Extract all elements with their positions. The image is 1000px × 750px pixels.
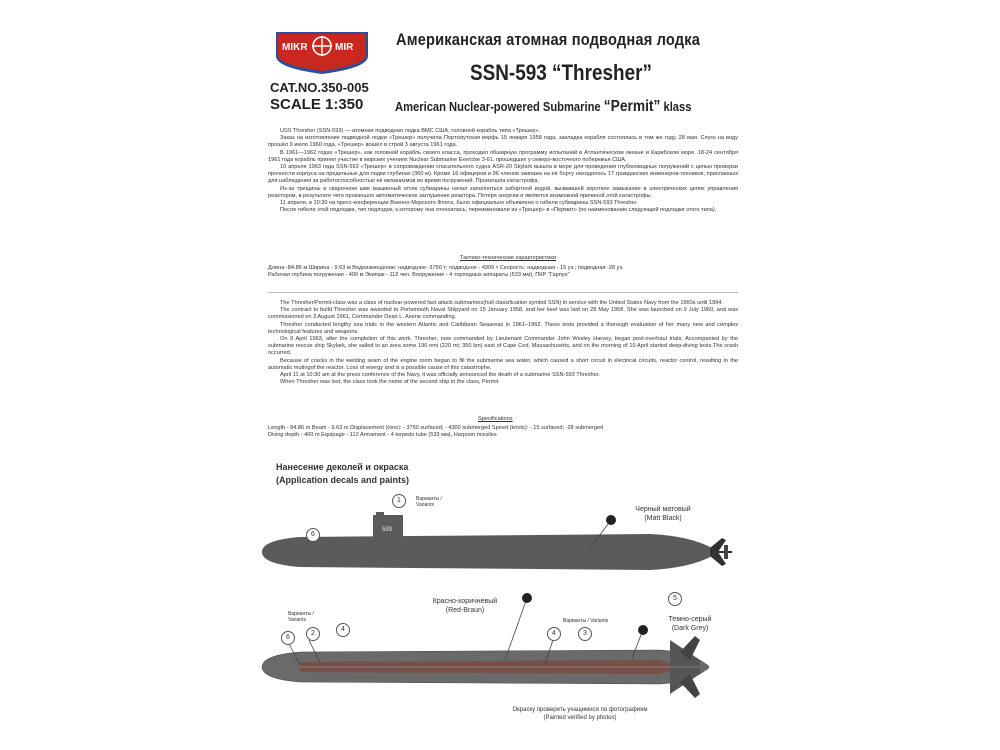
paint-black-label [618,505,708,523]
ru-spec-line: Длина -84.86 м Ширина - 9.63 м Водоизмещение: надводное -3750 т; подводное - 4300 т Скорость: надводная - 15 уз.; подводная -28 уз. [268,265,624,271]
title-permit: “Permit” [603,98,661,115]
paint-grey-marker [638,625,648,635]
ru-spec-line: Рабочая глубина погружения - 400 м Экипаж - 112 чел. Вооружение - 4 торпедных аппараты (533 мм), ПКР "Гарпун" [268,272,570,279]
en-paragraph: On 9 April 1963, after the completion of this work, Thresher, now commanded by Lieutenant Commander John Wesley Harvey, began post-overhaul trials. Accompanied by the submarine rescue ship Skylark, she sailed to an area some 190 nmi (220 mi; 350 km) east of Cape Cod, Massachusetts, and on the morning of 10 April started deep-diving tests.The crash occurred. [268,336,738,357]
en-paragraph: Because of cracks in the welding seam of the engine room began to fill the submarine sea water, which caused a short circuit in electrical circuits, reactor control, resulting in the automatic mutingof the reactor. Loss of energy and is a possible cause of this catastrophe. [268,357,738,371]
ru-paragraph: 10 апреля 1963 года SSN-593 «Трешер» в сопровождении спасательного судна ASR-20 Skylark вышла в море для проведения глубоководных погружений с целью проверки прочности корпуса на предельных для лодки глубинах (360 м). Кроме 16 офицеров и 96 членов экипажа на её борту находилось 17 гражданских инженеров-техников, присланных для наблюдения за работоспособностью её механизмов во время погружений. Произошла катастрофа. [268,164,738,185]
submarine-top-view [262,636,709,698]
en-spec-line: Length - 84.86 m Beam - 9.63 m Displacement (tons): - 3750 surfaced; - 4300 submerged Speed (knots): - 15 surfaced; -28 submerged [268,425,604,431]
ru-paragraph: 11 апреля, в 10:30 на пресс-конференции Военно-Морского Флота, было официально объявлено о гибели субмарины SSN-593 Thresher. [280,200,638,207]
ru-paragraph: В 1961—1962 годах «Трешер», как головной корабль своего класса, проходил обширную программу испытаний в Атлантическом океане и Карибском море. 18-24 сентября 1961 года корабль принял участие в морских учениях Nuclear Submarine Exercise 3-61, прошедших у северо-восточного побережья США. [268,149,738,163]
ru-paragraph: Из-за трещины в сварочном шве машинный отсек субмарины начал заполняться забортной водой, вызвавшей короткое замыкание в электрических цепях управления реактором, в результате чего произошло автоматическое заглушение реактора. Потеря энергии и является возможной причиной этой катастрофы. [268,185,738,199]
ru-paragraph: USS Thresher (SSN-593) — атомная подводная лодка ВМС США, головной корабль типа «Трешер». [280,128,541,134]
en-paragraph: The Thresher/Permit-class was a class of nuclear-powered fast attack submarines(hull classification symbol SSN) in service with the United States Navy from the 1960s until 1994. [280,300,723,306]
title-russian: Американская атомная подводная лодка [396,30,701,49]
decal-marker: 4 [336,623,350,637]
decal-marker: 6 [306,528,320,542]
en-paragraph: April 11 at 10:30 am at the press conference of the Navy, it was officially announced the death of a submarine SSN-593 Thresher. [280,372,600,379]
footer-note [470,706,690,722]
title-main: SSN-593 “Thresher” [470,60,652,85]
ru-paragraph: После гибели этой подлодки, тип подлодок, к которому она относилась, переименовали из «Трешер» в «Пермит» (по наименованию следующей подлодки этого типа). [280,207,717,214]
en-spec-heading: Specifications [478,416,513,422]
paint-grey-en: (Dark Grey) [671,625,709,632]
ru-spec-heading: Тактико-технические характеристики [460,255,556,261]
scale-label: SCALE 1:350 [270,96,364,113]
variants-label: Варианты / Variants [416,496,442,508]
paint-black-marker [606,515,616,525]
decal-marker: 6 [281,631,295,645]
paint-black-en: (Matt Black) [644,515,682,522]
en-paragraph: The contract to build Thresher was awarded to Portsmouth Naval Shipyard on 15 January 1958, and her keel was laid on 28 May 1958. She was launched on 9 July 1960, and was commissioned on 3 August 1961, Commander Dean L. Axene commanding. [268,307,738,321]
title-english-text: American Nuclear-powered Submarine [395,99,601,114]
svg-text:MIR: MIR [335,42,354,53]
paint-grey-label [650,615,730,633]
variants-label: Варианты / Variants [563,618,609,624]
footer-ru: Окраску проверить учащимися по фотографиям [512,707,648,713]
catalog-number: CAT.NO.350-005 [270,80,369,95]
decal-marker: 3 [578,627,592,641]
decal-marker: 1 [392,494,406,508]
decal-marker: 2 [306,627,320,641]
application-heading-en: (Application decals and paints) [276,475,410,485]
paint-red-marker [522,593,532,603]
decal-marker: 5 [668,592,682,606]
paint-black-ru: Черный матовый [635,506,691,513]
en-paragraph: Thresher conducted lengthy sea trials in the western Atlantic and Caribbean Seaareas in 1961–1962. These tests provided a thorough evaluation of her many new and complex technological features and weapons. [268,321,738,335]
variants-label: Варианты / Variants [288,611,314,623]
application-heading-ru: Нанесение деколей и окраска [276,462,409,472]
paint-red-ru: Красно-коричневый [432,598,498,605]
paint-red-en: (Red-Braun) [445,607,485,614]
en-spec-line: Diving depth - 400 m Equipage - 112 Armament - 4 torpedo tube (533 мм), Harpoon missiles [268,432,497,439]
footer-en: (Painted verified by photos) [543,715,617,721]
paint-grey-ru: Темно-серый [668,616,712,623]
svg-text:593: 593 [382,527,393,533]
paint-red-label [410,597,520,615]
en-paragraph: When Thresher was lost, the class took the name of the second ship in the class, Permit. [280,379,500,386]
title-klass: klass [663,99,692,114]
svg-text:MIKR: MIKR [282,42,308,53]
ru-paragraph: Заказ на изготовление подводной лодки «Трешер» получила Портсмутская верфь 15 января 1958 года, закладка корабля состоялась в том же году, 28 мая. Спуск на воду прошёл 9 июля 1960 года. «Трешер» вошёл в строй 3 августа 1961 года. [268,135,738,149]
decal-marker: 4 [547,627,561,641]
